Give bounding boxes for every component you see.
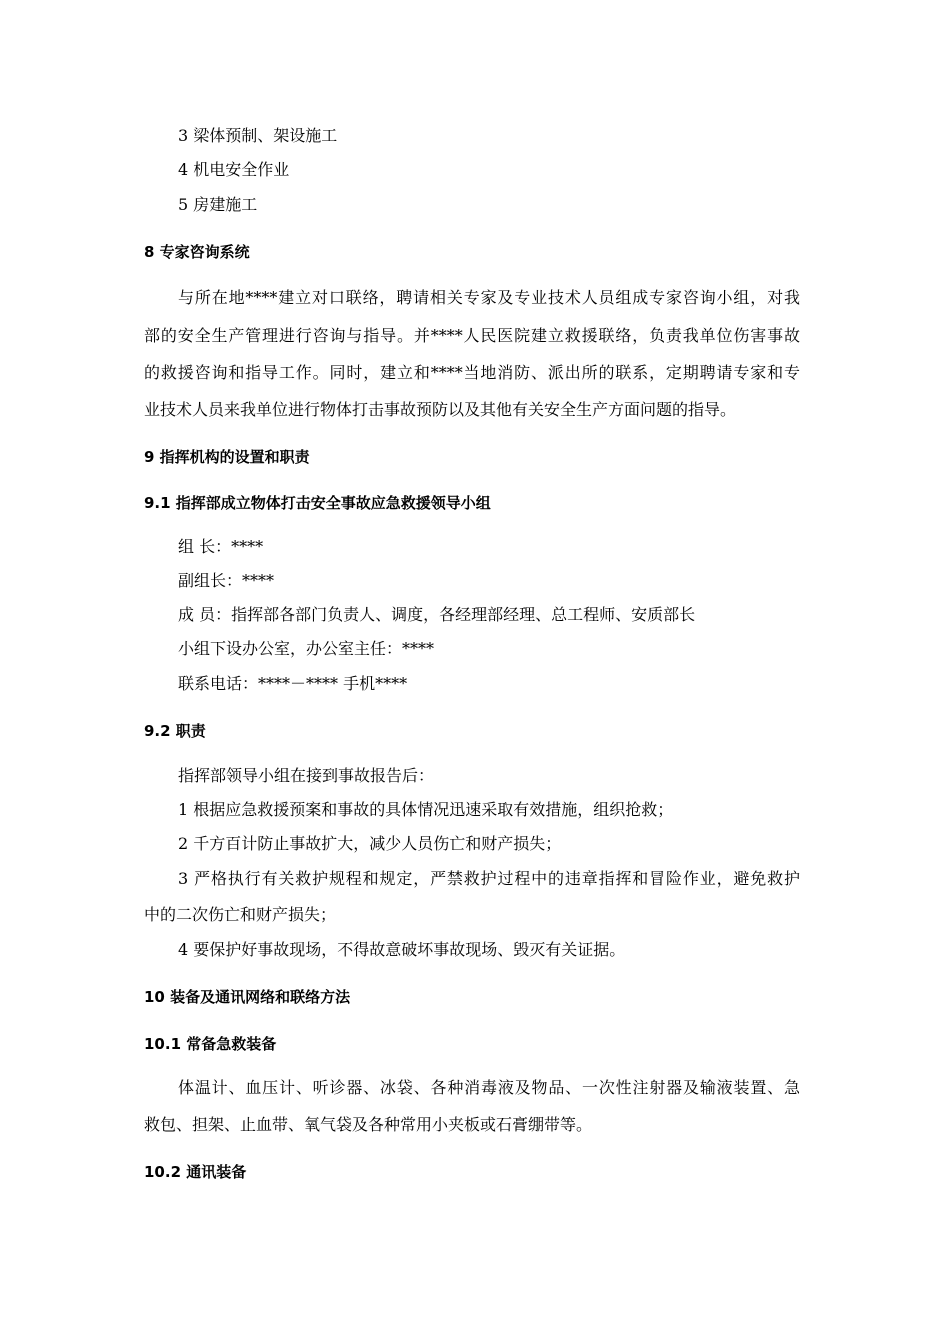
paragraph-line: 部的安全生产管理进行咨询与指导。并****人民医院建立救援联络，负责我单位伤害事故 [144,326,800,345]
list-item: 3 梁体预制、架设施工 [178,126,338,145]
paragraph-line: 救包、担架、止血带、氧气袋及各种常用小夹板或石膏绷带等。 [144,1115,593,1134]
section-heading-10: 10 装备及通讯网络和联络方法 [144,988,351,1006]
section-heading-8: 8 专家咨询系统 [144,243,250,261]
list-item-continuation: 中的二次伤亡和财产损失； [144,905,337,924]
list-item: 5 房建施工 [178,195,258,214]
section-heading-9: 9 指挥机构的设置和职责 [144,448,310,466]
members-line: 成 员：指挥部各部门负责人、调度，各经理部经理、总工程师、安质部长 [178,605,696,624]
subsection-heading-10-1: 10.1 常备急救装备 [144,1035,277,1053]
subsection-heading-9-1: 9.1 指挥部成立物体打击安全事故应急救援领导小组 [144,494,491,512]
subsection-heading-9-2: 9.2 职责 [144,722,206,740]
paragraph-line: 与所在地****建立对口联络，聘请相关专家及专业技术人员组成专家咨询小组，对我 [178,288,800,307]
paragraph-line: 体温计、血压计、听诊器、冰袋、各种消毒液及物品、一次性注射器及输液装置、急 [178,1078,800,1097]
office-line: 小组下设办公室，办公室主任：**** [178,639,435,658]
list-item: 3 严格执行有关救护规程和规定，严禁救护过程中的违章指挥和冒险作业，避免救护 [178,869,800,888]
list-item: 1 根据应急救援预案和事故的具体情况迅速采取有效措施，组织抢救； [178,800,674,819]
deputy-leader-line: 副组长：**** [178,571,275,590]
duties-intro: 指挥部领导小组在接到事故报告后： [178,766,435,785]
list-item: 2 千方百计防止事故扩大，减少人员伤亡和财产损失； [178,834,562,853]
list-item: 4 要保护好事故现场，不得故意破坏事故现场、毁灭有关证据。 [178,940,626,959]
subsection-heading-10-2: 10.2 通讯装备 [144,1163,247,1181]
list-item: 4 机电安全作业 [178,160,290,179]
team-leader-line: 组 长：**** [178,537,264,556]
paragraph-line: 业技术人员来我单位进行物体打击事故预防以及其他有关安全生产方面问题的指导。 [144,400,737,419]
contact-line: 联系电话：****－**** 手机**** [178,674,408,693]
paragraph-line: 的救援咨询和指导工作。同时，建立和****当地消防、派出所的联系，定期聘请专家和专 [144,363,800,382]
